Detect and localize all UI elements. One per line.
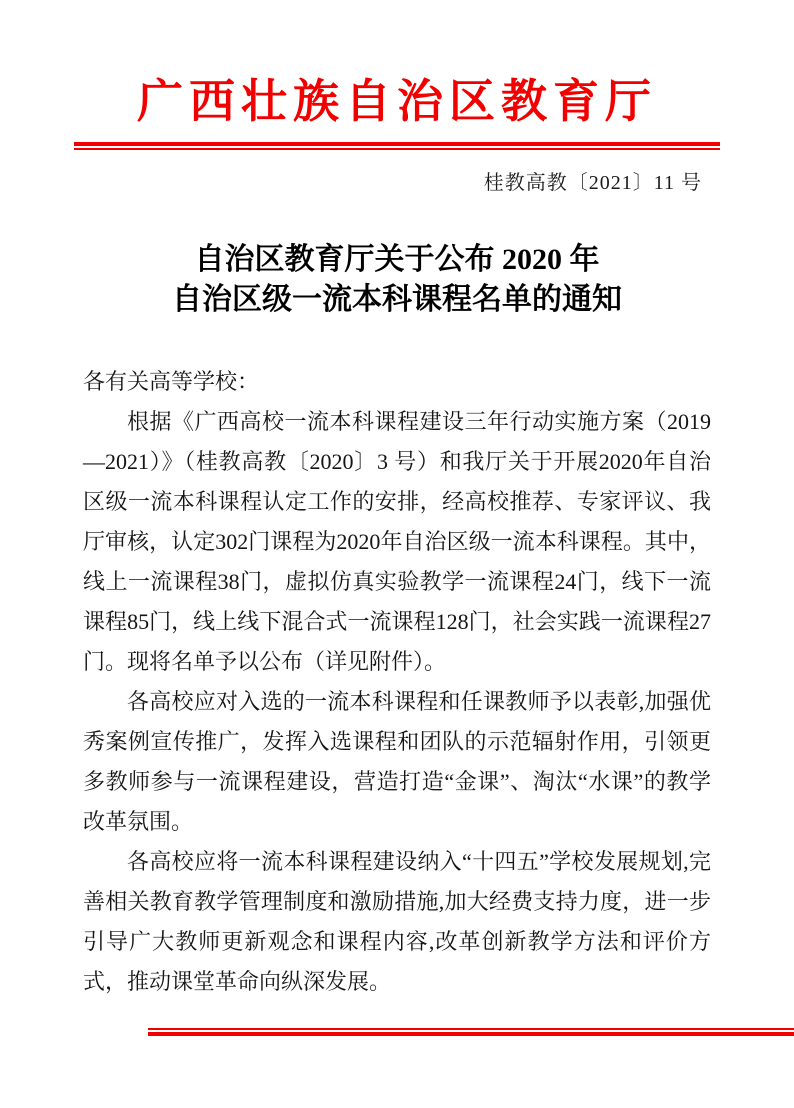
red-separator-top [74,142,720,150]
doc-number: 桂教高教〔2021〕11 号 [483,172,702,194]
paragraph-2: 各高校应对入选的一流本科课程和任课教师予以表彰,加强优秀案例宣传推广，发挥入选课程和团队的示范辐射作用，引领更多教师参与一流课程建设，营造打造“金课”、淘汰“水课”的教学改革氛围。 [83,689,711,834]
red-separator-bottom-thick-bar [148,1032,794,1036]
notice-body [83,362,711,1002]
agency-name: 广西壮族自治区教育厅 [137,76,657,127]
notice-title-line1: 自治区教育厅关于公布 2020 年 [194,243,600,276]
salutation: 各有关高等学校： [83,369,260,394]
red-separator-bottom [148,1028,794,1036]
paragraph-3: 各高校应将一流本科课程建设纳入“十四五”学校发展规划,完善相关教育教学管理制度和激励措施,加大经费支持力度，进一步引导广大教师更新观念和课程内容,改革创新教学方法和评价方式，推动课堂革命向纵深发展。 [83,849,711,994]
notice-title [0,240,794,320]
paragraph-1: 根据《广西高校一流本科课程建设三年行动实施方案（2019—2021）》（桂教高教〔2020〕3 号）和我厅关于开展2020年自治区级一流本科课程认定工作的安排，经高校推荐、专家评议、我厅审核，认定302门课程为2020年自治区级一流本科课程。其中，线上一流课程38门，虚拟仿真实验教学一流课程24门，线下一流课程85门，线上线下混合式一流课程128门，社会实践一流课程27门。现将名单予以公布（详见附件）。 [83,409,711,674]
red-separator-top-thin-bar [74,148,720,150]
notice-title-line2: 自治区级一流本科课程名单的通知 [172,283,622,316]
